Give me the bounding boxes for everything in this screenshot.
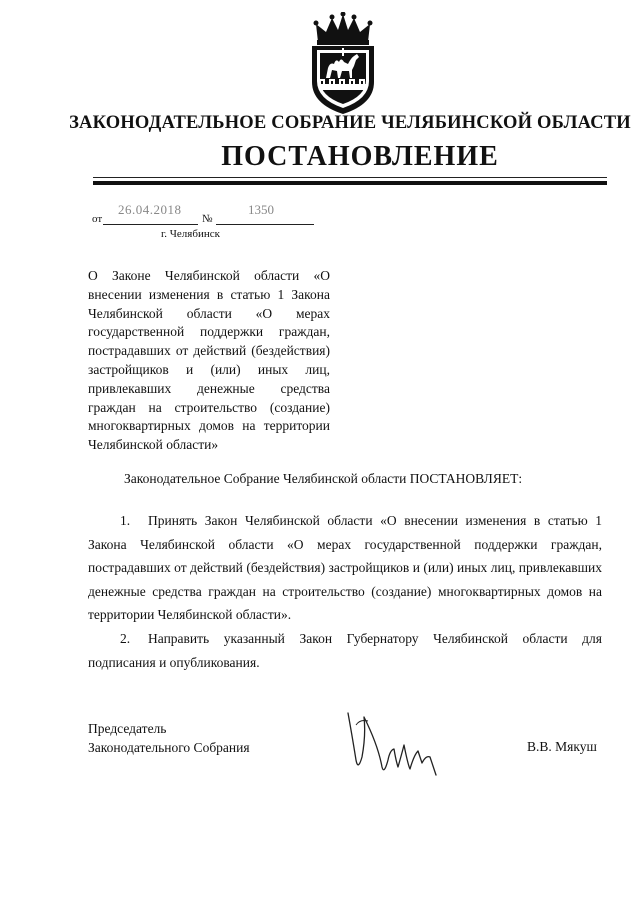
signer-title-line2: Законодательного Собрания <box>88 740 250 755</box>
document-number: 1350 <box>248 202 274 217</box>
document-subject: О Законе Челябинской области «О внесении изменения в статью 1 Закона Челябинской области «О мерах государственной поддержки граждан, пострадавших от действий (бездействия) застройщиков и (или) иных лиц, привлекавших денежные средства граждан на строительство (создание) многоквартирных домов на территории Челябинской области» <box>88 268 330 453</box>
signer-title <box>88 719 250 757</box>
number-label: № <box>202 213 213 225</box>
header-divider-thick <box>93 181 607 185</box>
document-city: г. Челябинск <box>161 228 220 240</box>
signer-title-line1: Председатель <box>88 721 167 736</box>
item-text: Направить указанный Закон Губернатору Челябинской области для подписания и опубликования. <box>88 631 602 670</box>
number-underline <box>216 224 314 225</box>
document-date: 26.04.2018 <box>118 202 182 217</box>
signer-name: В.В. Мякуш <box>527 739 597 754</box>
item-number: 1. <box>120 513 131 528</box>
date-label: от <box>92 213 103 225</box>
item-number: 2. <box>120 631 131 646</box>
document-type-title: ПОСТАНОВЛЕНИЕ <box>221 141 499 172</box>
decree-intro: Законодательное Собрание Челябинской области ПОСТАНОВЛЯЕТ: <box>124 471 523 486</box>
organization-title: ЗАКОНОДАТЕЛЬНОЕ СОБРАНИЕ ЧЕЛЯБИНСКОЙ ОБЛАСТИ <box>69 113 631 133</box>
handwritten-signature-icon <box>338 705 442 780</box>
decree-item <box>88 509 602 627</box>
coat-of-arms-icon <box>304 12 382 116</box>
date-underline <box>103 224 198 225</box>
item-text: Принять Закон Челябинской области «О внесении изменения в статью 1 Закона Челябинской области «О мерах государственной поддержки граждан, пострадавших от действий (бездействия) застройщиков и (или) иных лиц, привлекавших денежные средства граждан на строительство (создание) многоквартирных домов на территории Челябинской области». <box>88 513 602 622</box>
decree-item <box>88 627 602 674</box>
header-divider-thin <box>93 177 607 178</box>
